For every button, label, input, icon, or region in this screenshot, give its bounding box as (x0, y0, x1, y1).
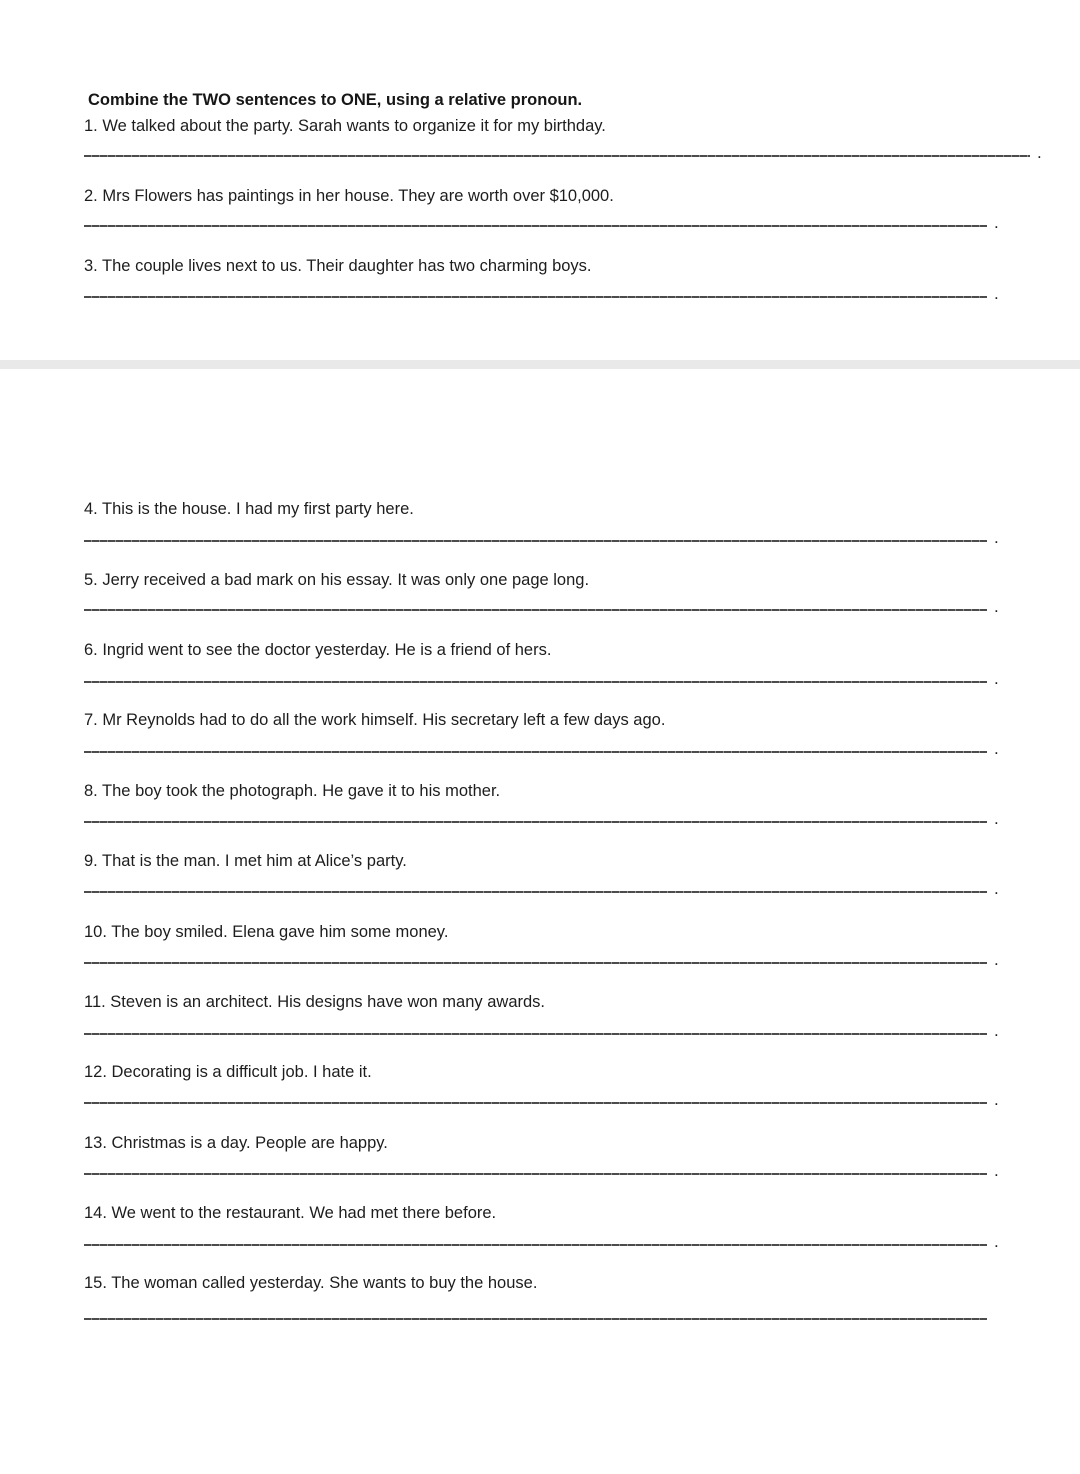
line-period: . (994, 739, 999, 758)
answer-blank-10[interactable] (84, 950, 999, 969)
answer-blank-11[interactable] (84, 1021, 999, 1040)
answer-blank-7[interactable] (84, 739, 999, 758)
line-period: . (994, 1232, 999, 1251)
answer-line[interactable] (84, 609, 987, 611)
line-period: . (994, 809, 999, 828)
answer-line[interactable] (84, 296, 987, 298)
exercise-sentence-14: 14. We went to the restaurant. We had met there before. (84, 1204, 497, 1222)
exercise-sentence-11: 11. Steven is an architect. His designs have won many awards. (84, 993, 546, 1011)
line-period: . (1037, 143, 1042, 162)
line-period: . (994, 284, 999, 303)
answer-line[interactable] (84, 1102, 987, 1104)
answer-line[interactable] (84, 962, 987, 964)
exercise-sentence-12: 12. Decorating is a difficult job. I hate it. (84, 1063, 372, 1081)
exercise-sentence-6: 6. Ingrid went to see the doctor yesterday. He is a friend of hers. (84, 641, 552, 659)
exercise-sentence-5: 5. Jerry received a bad mark on his essay. It was only one page long. (84, 571, 590, 589)
answer-line[interactable] (84, 891, 987, 893)
line-period: . (994, 669, 999, 688)
answer-line[interactable] (84, 540, 987, 542)
page-break-bar (0, 360, 1080, 369)
answer-blank-9[interactable] (84, 879, 999, 898)
line-period: . (994, 1161, 999, 1180)
exercise-sentence-9: 9. That is the man. I met him at Alice’s party. (84, 852, 407, 870)
answer-blank-5[interactable] (84, 597, 999, 616)
answer-line[interactable] (84, 751, 987, 753)
answer-blank-14[interactable] (84, 1232, 999, 1251)
answer-blank-8[interactable] (84, 809, 999, 828)
line-period: . (994, 213, 999, 232)
exercise-sentence-8: 8. The boy took the photograph. He gave it to his mother. (84, 782, 501, 800)
answer-blank-1[interactable] (84, 143, 1042, 162)
answer-blank-4[interactable] (84, 528, 999, 547)
answer-line[interactable] (84, 1033, 987, 1035)
answer-line[interactable] (84, 1318, 987, 1320)
line-period: . (994, 1090, 999, 1109)
answer-blank-12[interactable] (84, 1090, 999, 1109)
answer-blank-6[interactable] (84, 669, 999, 688)
answer-line[interactable] (84, 681, 987, 683)
answer-line[interactable] (84, 821, 987, 823)
answer-blank-3[interactable] (84, 284, 999, 303)
exercise-sentence-7: 7. Mr Reynolds had to do all the work himself. His secretary left a few days ago. (84, 711, 666, 729)
answer-line[interactable] (84, 1244, 987, 1246)
exercise-sentence-4: 4. This is the house. I had my first party here. (84, 500, 414, 518)
answer-line[interactable] (84, 155, 1030, 157)
answer-blank-2[interactable] (84, 213, 999, 232)
line-period: . (994, 879, 999, 898)
exercise-sentence-1: 1. We talked about the party. Sarah wants to organize it for my birthday. (84, 117, 606, 135)
exercise-sentence-10: 10. The boy smiled. Elena gave him some money. (84, 923, 449, 941)
exercise-sentence-13: 13. Christmas is a day. People are happy. (84, 1134, 388, 1152)
answer-line[interactable] (84, 1173, 987, 1175)
line-period: . (994, 528, 999, 547)
line-period: . (994, 950, 999, 969)
line-period: . (994, 597, 999, 616)
answer-blank-13[interactable] (84, 1161, 999, 1180)
answer-line[interactable] (84, 225, 987, 227)
exercise-sentence-3: 3. The couple lives next to us. Their daughter has two charming boys. (84, 257, 592, 275)
worksheet-title: Combine the TWO sentences to ONE, using a relative pronoun. (88, 91, 583, 109)
answer-blank-15[interactable] (84, 1308, 994, 1320)
exercise-sentence-15: 15. The woman called yesterday. She wants to buy the house. (84, 1274, 538, 1292)
line-period: . (994, 1021, 999, 1040)
exercise-sentence-2: 2. Mrs Flowers has paintings in her house. They are worth over $10,000. (84, 187, 614, 205)
